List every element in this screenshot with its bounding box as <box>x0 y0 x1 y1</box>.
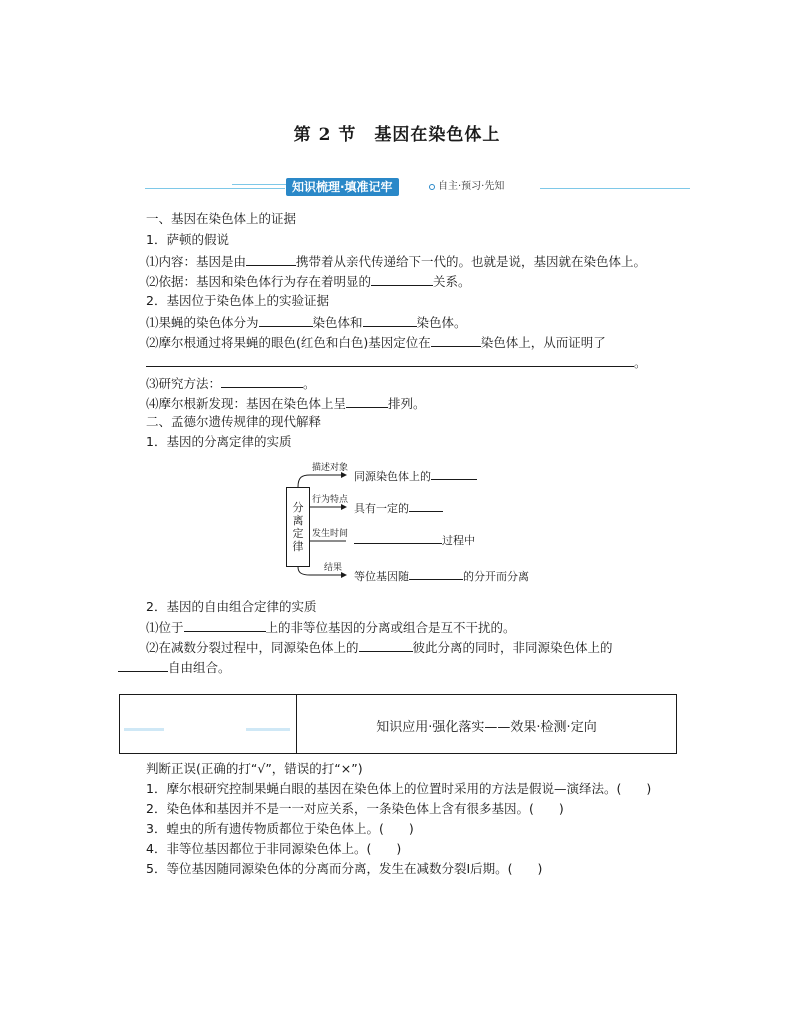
blank-field[interactable] <box>118 658 168 672</box>
blank-field[interactable] <box>409 501 443 512</box>
section-number: 第 2 节 <box>293 125 357 145</box>
part1-s2-line3: ⑶研究方法： 。 <box>146 376 316 391</box>
judge-item-4: 4．非等位基因都位于非同源染色体上。( ) <box>146 841 402 856</box>
blank-field[interactable] <box>431 333 481 347</box>
part1-s2-line2: ⑵摩尔根通过将果蝇的眼色(红色和白色)基因定位在 染色体上，从而证明了 <box>146 335 606 350</box>
diagram-text-1: 同源染色体上的 <box>354 469 477 483</box>
diagram-text-3: 过程中 <box>354 533 475 547</box>
diagram-label-time: 发生时间 <box>312 529 349 539</box>
banner-sub: 自主·预习·先知 <box>438 181 505 192</box>
blank-field[interactable] <box>221 374 303 388</box>
section-name: 基因在染色体上 <box>374 125 501 145</box>
blank-field[interactable] <box>354 533 442 544</box>
banner-line-right <box>540 188 690 189</box>
blank-field[interactable] <box>184 618 266 632</box>
judge-item-1: 1．摩尔根研究控制果蝇白眼的基因在染色体上的位置时采用的方法是假说—演绎法。( ) <box>146 781 652 796</box>
banner-label: 知识梳理·填准记牢 <box>286 178 399 196</box>
judge-item-3: 3．蝗虫的所有遗传物质都位于染色体上。( ) <box>146 821 414 836</box>
diagram-text-2: 具有一定的 <box>354 501 443 515</box>
diagram-text-4: 等位基因随 的分开而分离 <box>354 570 529 583</box>
blank-field[interactable] <box>363 313 417 327</box>
judge-item-5: 5．等位基因随同源染色体的分离而分离，发生在减数分裂Ⅰ后期。( ) <box>146 861 543 876</box>
branch-line-1 <box>298 475 346 487</box>
judge-item-2: 2．染色体和基因并不是一一对应关系，一条染色体上含有很多基因。( ) <box>146 801 564 816</box>
blank-field[interactable] <box>371 272 433 286</box>
blank-field[interactable] <box>246 252 296 266</box>
part2-s2-line3: 自由组合。 <box>118 658 231 677</box>
judge-heading: 判断正误(正确的打“√”，错误的打“×”) <box>146 761 363 776</box>
banner-dot-icon <box>429 184 435 190</box>
part2-s1-title: 1．基因的分离定律的实质 <box>146 434 292 449</box>
diagram-label-object: 描述对象 <box>312 463 349 473</box>
section-box-title: 知识应用·强化落实——效果·检测·定向 <box>376 720 597 735</box>
diagram-label-result: 结果 <box>324 563 343 573</box>
part1-s2-title: 2．基因位于染色体上的实验证据 <box>146 293 329 308</box>
blank-field[interactable] <box>431 469 477 480</box>
part1-s2-line2-cont: 。 <box>146 353 647 372</box>
part1-s2-line1: ⑴果蝇的染色体分为 染色体和 染色体。 <box>146 315 467 330</box>
diagram-label-behavior: 行为特点 <box>312 495 349 505</box>
part2-s2-line1: ⑴位于 上的非等位基因的分离或组合是互不干扰的。 <box>146 620 516 635</box>
page-title <box>0 120 794 145</box>
blank-field[interactable] <box>346 394 388 408</box>
part1-s1-title: 1．萨顿的假说 <box>146 232 229 247</box>
part2-s2-line2: ⑵在减数分裂过程中，同源染色体上的 彼此分离的同时，非同源染色体上的 <box>146 640 613 655</box>
blank-field[interactable] <box>409 569 463 580</box>
banner-line-left-2 <box>232 184 286 185</box>
part1-s1-line2: ⑵依据：基因和染色体行为存在着明显的 关系。 <box>146 274 471 289</box>
banner-line-left <box>145 188 285 189</box>
blank-field[interactable] <box>146 353 634 367</box>
diagram-box: 分 离 定 律 <box>286 487 310 567</box>
section-box-deco-left <box>124 728 164 731</box>
blank-field[interactable] <box>259 313 313 327</box>
part1-s1-line1: ⑴内容：基因是由 携带着从亲代传递给下一代的。也就是说，基因就在染色体上。 <box>146 254 647 269</box>
part1-s2-line4: ⑷摩尔根新发现：基因在染色体上呈 排列。 <box>146 396 426 411</box>
part1-heading: 一、基因在染色体上的证据 <box>146 211 297 226</box>
part2-heading: 二、孟德尔遗传规律的现代解释 <box>146 414 322 429</box>
blank-field[interactable] <box>359 638 413 652</box>
part2-s2-title: 2．基因的自由组合定律的实质 <box>146 599 317 614</box>
section-box-deco-right <box>246 728 290 731</box>
